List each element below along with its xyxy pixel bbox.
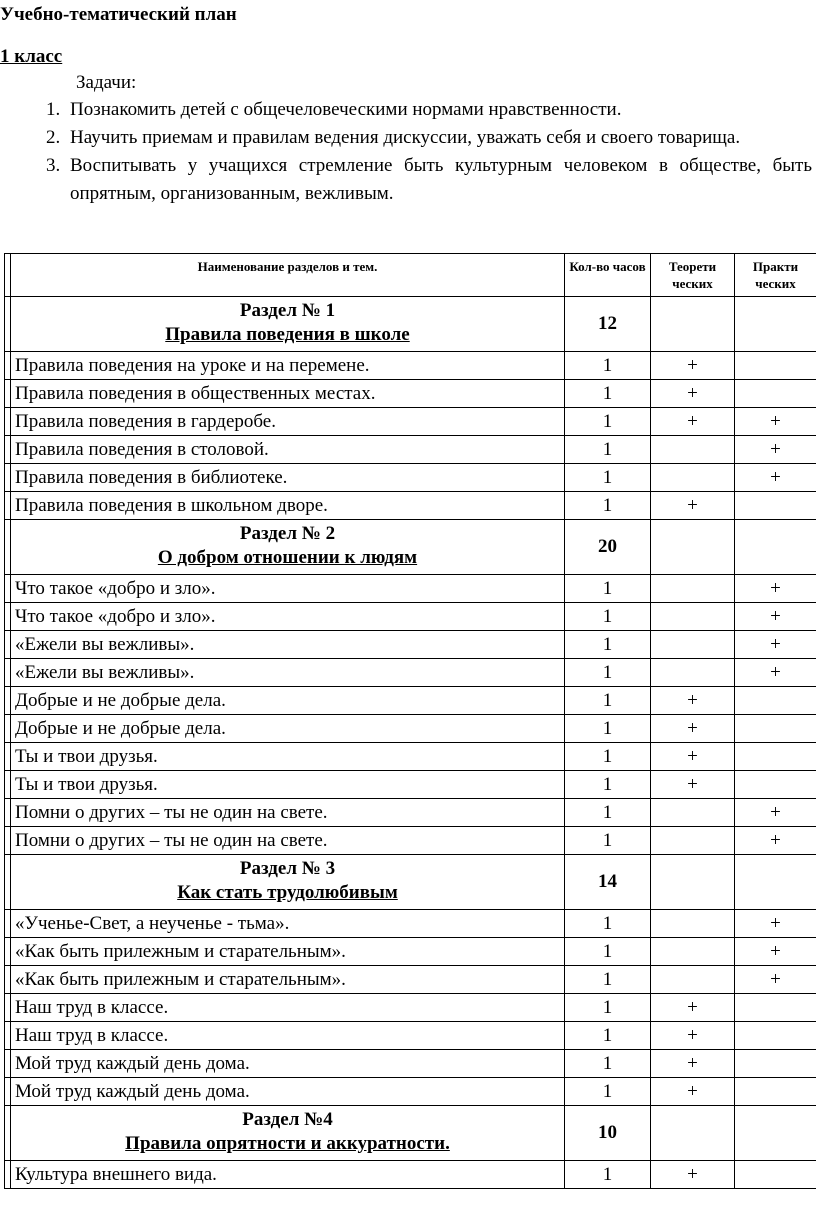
table-row <box>5 827 816 855</box>
section-title-cell <box>11 297 565 352</box>
theory-cell: + <box>651 743 735 771</box>
topic-cell: Наш труд в классе. <box>11 994 565 1022</box>
theory-cell <box>651 659 735 687</box>
header-theory: Теорети ческих <box>651 254 735 297</box>
topic-cell: Ты и твои друзья. <box>11 743 565 771</box>
topic-cell: Наш труд в классе. <box>11 1022 565 1050</box>
task-number: 3. <box>46 155 61 176</box>
header-name: Наименование разделов и тем. <box>11 254 565 297</box>
theory-cell: + <box>651 492 735 520</box>
table-row <box>5 408 816 436</box>
hours-cell: 1 <box>565 380 651 408</box>
section-title-cell <box>11 520 565 575</box>
section-heading: Раздел № 2 <box>239 523 336 544</box>
topic-cell: Что такое «добро и зло». <box>11 603 565 631</box>
table-row <box>5 715 816 743</box>
hours-cell: 1 <box>565 408 651 436</box>
topic-cell: «Как быть прилежным и старательным». <box>11 966 565 994</box>
section-hours: 10 <box>565 1106 651 1161</box>
theory-cell: + <box>651 408 735 436</box>
section-hours: 14 <box>565 855 651 910</box>
theory-cell: + <box>651 1022 735 1050</box>
section-row <box>5 855 816 910</box>
table-row <box>5 799 816 827</box>
topic-cell: Правила поведения в гардеробе. <box>11 408 565 436</box>
section-theory-cell <box>651 1106 735 1161</box>
section-row <box>5 297 816 352</box>
table-row <box>5 1161 816 1189</box>
section-practice-cell <box>735 520 816 575</box>
theory-cell: + <box>651 771 735 799</box>
practice-cell <box>735 715 816 743</box>
section-theory-cell <box>651 297 735 352</box>
theory-cell: + <box>651 715 735 743</box>
topic-cell: «Ежели вы вежливы». <box>11 659 565 687</box>
task-item <box>0 96 816 124</box>
theory-cell <box>651 938 735 966</box>
task-number: 2. <box>46 127 61 148</box>
topic-cell: Мой труд каждый день дома. <box>11 1078 565 1106</box>
class-title: 1 класс <box>0 46 63 67</box>
section-name: Правила опрятности и аккуратности. <box>125 1133 450 1154</box>
practice-cell: + <box>735 910 816 938</box>
hours-cell: 1 <box>565 827 651 855</box>
practice-cell <box>735 687 816 715</box>
task-number: 1. <box>46 99 61 120</box>
table-row <box>5 687 816 715</box>
hours-cell: 1 <box>565 966 651 994</box>
theory-cell: + <box>651 380 735 408</box>
theory-cell <box>651 910 735 938</box>
hours-cell: 1 <box>565 1161 651 1189</box>
section-name: Как стать трудолюбивым <box>177 882 398 903</box>
task-item <box>0 124 816 152</box>
topic-cell: Мой труд каждый день дома. <box>11 1050 565 1078</box>
table-row <box>5 352 816 380</box>
practice-cell <box>735 492 816 520</box>
hours-cell: 1 <box>565 743 651 771</box>
hours-cell: 1 <box>565 575 651 603</box>
table-row <box>5 938 816 966</box>
table-row <box>5 492 816 520</box>
theory-cell <box>651 603 735 631</box>
table-body <box>5 297 816 1189</box>
topic-cell: Добрые и не добрые дела. <box>11 687 565 715</box>
table-row <box>5 1078 816 1106</box>
section-heading: Раздел № 1 <box>239 300 336 321</box>
hours-cell: 1 <box>565 799 651 827</box>
section-title-cell <box>11 1106 565 1161</box>
hours-cell: 1 <box>565 492 651 520</box>
table-row <box>5 1050 816 1078</box>
theory-cell <box>651 575 735 603</box>
table-row <box>5 910 816 938</box>
practice-cell: + <box>735 966 816 994</box>
hours-cell: 1 <box>565 771 651 799</box>
header-hours: Кол-во часов <box>565 254 651 297</box>
practice-cell: + <box>735 799 816 827</box>
hours-cell: 1 <box>565 436 651 464</box>
hours-cell: 1 <box>565 687 651 715</box>
topic-cell: Правила поведения в столовой. <box>11 436 565 464</box>
topic-cell: Правила поведения на уроке и на перемене. <box>11 352 565 380</box>
section-row <box>5 1106 816 1161</box>
hours-cell: 1 <box>565 631 651 659</box>
topic-cell: Правила поведения в общественных местах. <box>11 380 565 408</box>
section-heading: Раздел №4 <box>242 1109 333 1130</box>
section-name: О добром отношении к людям <box>157 547 418 568</box>
theory-cell <box>651 436 735 464</box>
section-title-cell <box>11 855 565 910</box>
practice-cell: + <box>735 603 816 631</box>
topic-cell: «Ученье-Свет, а неученье - тьма». <box>11 910 565 938</box>
hours-cell: 1 <box>565 659 651 687</box>
tasks-label: Задачи: <box>76 72 137 93</box>
hours-cell: 1 <box>565 1050 651 1078</box>
hours-cell: 1 <box>565 603 651 631</box>
table-row <box>5 659 816 687</box>
document-title: Учебно-тематический план <box>0 4 237 25</box>
hours-cell: 1 <box>565 715 651 743</box>
table-row <box>5 603 816 631</box>
table-row <box>5 966 816 994</box>
table-row <box>5 743 816 771</box>
topic-cell: Помни о других – ты не один на свете. <box>11 799 565 827</box>
table-row <box>5 464 816 492</box>
curriculum-table <box>4 253 816 1189</box>
task-text: Научить приемам и правилам ведения дискуссии, уважать себя и своего товарища. <box>70 127 741 148</box>
practice-cell <box>735 352 816 380</box>
topic-cell: Правила поведения в библиотеке. <box>11 464 565 492</box>
topic-cell: Что такое «добро и зло». <box>11 575 565 603</box>
theory-cell <box>651 966 735 994</box>
section-theory-cell <box>651 855 735 910</box>
practice-cell: + <box>735 827 816 855</box>
hours-cell: 1 <box>565 1022 651 1050</box>
hours-cell: 1 <box>565 464 651 492</box>
header-practice: Практи ческих <box>735 254 816 297</box>
topic-cell: Помни о других – ты не один на свете. <box>11 827 565 855</box>
topic-cell: Ты и твои друзья. <box>11 771 565 799</box>
practice-cell <box>735 994 816 1022</box>
table-row <box>5 994 816 1022</box>
practice-cell: + <box>735 408 816 436</box>
theory-cell: + <box>651 687 735 715</box>
practice-cell: + <box>735 938 816 966</box>
practice-cell: + <box>735 575 816 603</box>
section-practice-cell <box>735 1106 816 1161</box>
table-row <box>5 771 816 799</box>
theory-cell: + <box>651 994 735 1022</box>
hours-cell: 1 <box>565 1078 651 1106</box>
topic-cell: «Ежели вы вежливы». <box>11 631 565 659</box>
theory-cell <box>651 799 735 827</box>
section-name: Правила поведения в школе <box>165 324 410 345</box>
topic-cell: Культура внешнего вида. <box>11 1161 565 1189</box>
practice-cell: + <box>735 659 816 687</box>
practice-cell: + <box>735 436 816 464</box>
hours-cell: 1 <box>565 994 651 1022</box>
practice-cell <box>735 1022 816 1050</box>
section-practice-cell <box>735 297 816 352</box>
theory-cell <box>651 631 735 659</box>
table-row <box>5 1022 816 1050</box>
tasks-list <box>0 96 816 208</box>
practice-cell <box>735 1161 816 1189</box>
section-row <box>5 520 816 575</box>
practice-cell <box>735 771 816 799</box>
section-hours: 12 <box>565 297 651 352</box>
section-heading: Раздел № 3 <box>239 858 336 879</box>
section-practice-cell <box>735 855 816 910</box>
practice-cell: + <box>735 631 816 659</box>
task-text: Познакомить детей с общечеловеческими нормами нравственности. <box>70 99 622 120</box>
theory-cell <box>651 827 735 855</box>
hours-cell: 1 <box>565 352 651 380</box>
theory-cell <box>651 464 735 492</box>
theory-cell: + <box>651 1161 735 1189</box>
theory-cell: + <box>651 1050 735 1078</box>
practice-cell <box>735 380 816 408</box>
practice-cell <box>735 1078 816 1106</box>
hours-cell: 1 <box>565 910 651 938</box>
practice-cell: + <box>735 464 816 492</box>
table-row <box>5 575 816 603</box>
topic-cell: Правила поведения в школьном дворе. <box>11 492 565 520</box>
topic-cell: «Как быть прилежным и старательным». <box>11 938 565 966</box>
table-row <box>5 631 816 659</box>
theory-cell: + <box>651 352 735 380</box>
table-header-row <box>5 254 816 297</box>
section-theory-cell <box>651 520 735 575</box>
practice-cell <box>735 743 816 771</box>
section-hours: 20 <box>565 520 651 575</box>
table-row <box>5 436 816 464</box>
hours-cell: 1 <box>565 938 651 966</box>
topic-cell: Добрые и не добрые дела. <box>11 715 565 743</box>
table-row <box>5 380 816 408</box>
task-item <box>0 152 816 208</box>
practice-cell <box>735 1050 816 1078</box>
task-text: Воспитывать у учащихся стремление быть культурным человеком в обществе, быть опрятным, организованным, вежливым. <box>70 155 812 204</box>
theory-cell: + <box>651 1078 735 1106</box>
